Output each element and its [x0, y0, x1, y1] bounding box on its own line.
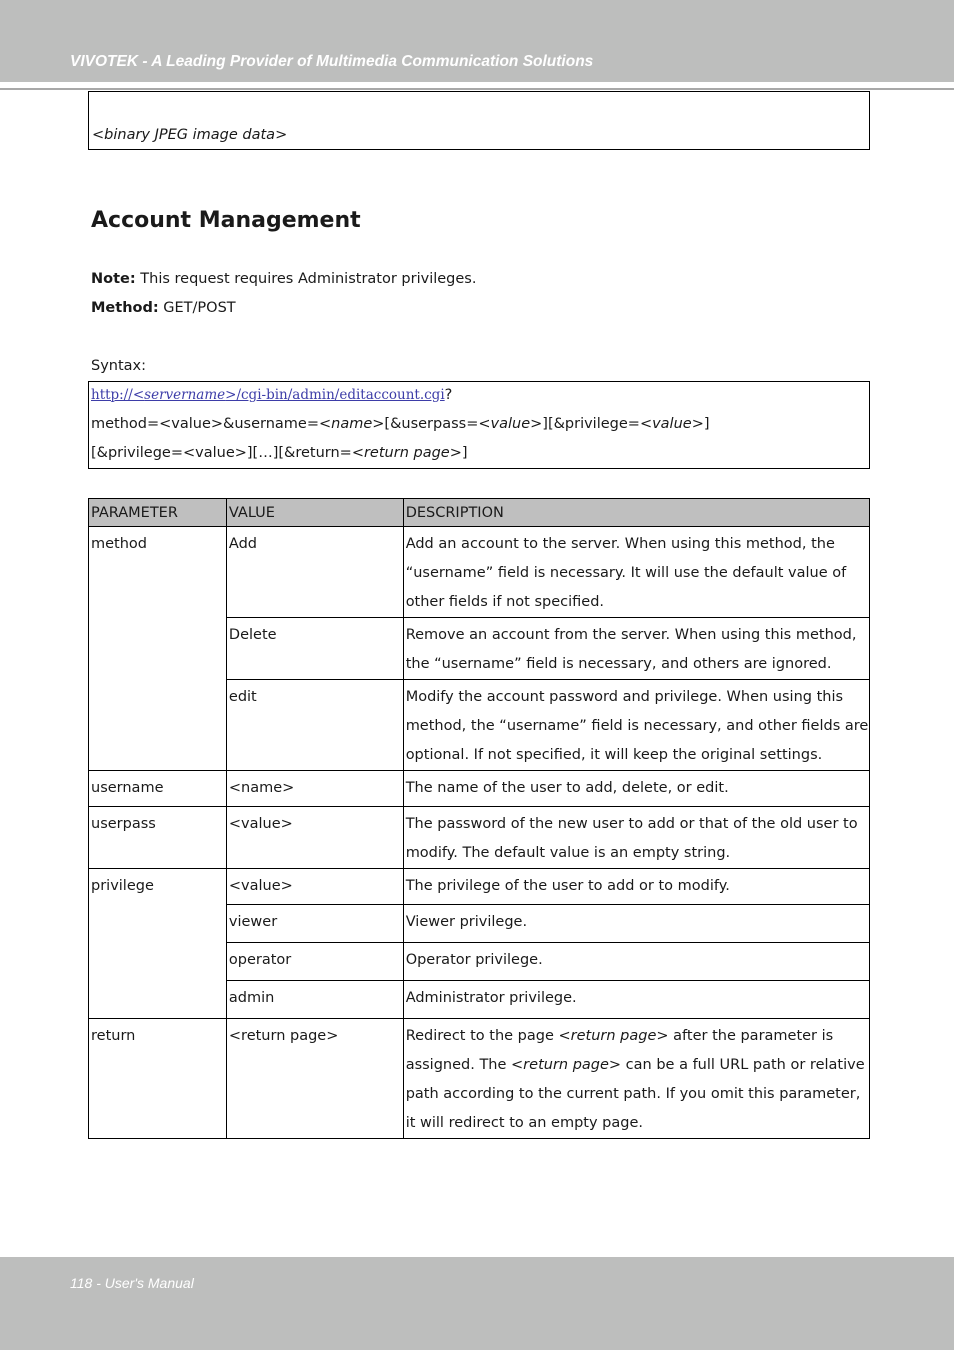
cgi-url-link[interactable] — [91, 387, 445, 403]
header-divider — [0, 88, 954, 90]
method-text: GET/POST — [158, 300, 236, 316]
description-cell — [403, 1019, 869, 1139]
note-line — [91, 271, 476, 287]
header-parameter: PARAMETER — [89, 499, 227, 527]
description-cell: Viewer privilege. — [403, 905, 869, 943]
syntax-label: Syntax: — [91, 358, 147, 374]
value-cell: admin — [226, 981, 403, 1019]
table-row — [89, 869, 870, 905]
description-cell: The name of the user to add, delete, or edit. — [403, 771, 869, 807]
table-row — [89, 771, 870, 807]
syntax-line-3 — [91, 445, 468, 461]
description-cell: Add an account to the server. When using this method, the “username” field is necessary. It will use the default value of other fields if not specified. — [403, 527, 869, 618]
method-label: Method: — [91, 300, 159, 316]
page-header — [0, 0, 954, 82]
syntax-text: >][&privilege=< — [530, 416, 653, 432]
parameter-table — [88, 498, 870, 1139]
param-cell: privilege — [89, 869, 227, 1019]
return-desc-text: can be a full URL path or relative path according to the current path. If you omit this parameter, it will redirect to an empty page. — [405, 1057, 865, 1131]
table-row — [89, 527, 870, 618]
syntax-italic: name — [331, 416, 373, 432]
return-desc-italic: <return page> — [511, 1057, 622, 1073]
method-line — [91, 300, 236, 316]
return-desc-text: Redirect to the page — [405, 1028, 559, 1044]
description-cell: The password of the new user to add or that of the old user to modify. The default value is an empty string. — [403, 807, 869, 869]
url-path: >/cgi-bin/admin/editaccount.cgi — [225, 387, 445, 403]
return-desc-text: after the parameter is assigned. The — [405, 1028, 834, 1073]
url-question-mark: ? — [444, 387, 453, 403]
param-cell: return — [89, 1019, 227, 1139]
value-cell: <return page> — [226, 1019, 403, 1139]
syntax-italic: value — [652, 416, 692, 432]
description-cell: Operator privilege. — [403, 943, 869, 981]
syntax-line-2 — [91, 416, 710, 432]
note-label: Note: — [91, 271, 136, 287]
table-header-row — [89, 499, 870, 527]
syntax-text: method=<value>&username=< — [91, 416, 332, 432]
syntax-box — [88, 381, 870, 469]
syntax-line-1 — [91, 387, 452, 403]
page-number: 118 - User's Manual — [70, 1275, 194, 1291]
value-cell: <name> — [226, 771, 403, 807]
url-servername: servername — [144, 387, 226, 403]
header-value: VALUE — [226, 499, 403, 527]
syntax-italic: value — [490, 416, 531, 432]
value-cell: viewer — [226, 905, 403, 943]
syntax-text: >] — [691, 416, 710, 432]
syntax-text: >] — [449, 445, 468, 461]
jpeg-data-box — [88, 91, 870, 150]
section-title: Account Management — [91, 208, 361, 233]
header-title: VIVOTEK - A Leading Provider of Multimedia Communication Solutions — [70, 53, 594, 70]
param-cell: username — [89, 771, 227, 807]
table-row — [89, 1019, 870, 1139]
value-cell: <value> — [226, 807, 403, 869]
description-cell: Remove an account from the server. When using this method, the “username” field is necessary, and others are ignored. — [403, 618, 869, 680]
param-cell: method — [89, 527, 227, 771]
return-desc-italic: <return page> — [558, 1028, 669, 1044]
page-footer — [0, 1257, 954, 1350]
value-cell: <value> — [226, 869, 403, 905]
url-prefix: http://< — [91, 387, 145, 403]
param-cell: userpass — [89, 807, 227, 869]
table-row — [89, 807, 870, 869]
jpeg-data-text: <binary JPEG image data> — [92, 127, 288, 143]
description-cell: Administrator privilege. — [403, 981, 869, 1019]
value-cell: Add — [226, 527, 403, 618]
header-description: DESCRIPTION — [403, 499, 869, 527]
syntax-text: [&privilege=<value>][…][&return=< — [91, 445, 364, 461]
note-text: This request requires Administrator privileges. — [135, 271, 477, 287]
syntax-text: >[&userpass=< — [372, 416, 491, 432]
value-cell: edit — [226, 680, 403, 771]
syntax-italic: return page — [363, 445, 450, 461]
value-cell: Delete — [226, 618, 403, 680]
description-cell: Modify the account password and privilege. When using this method, the “username” field is necessary, and other fields are optional. If not specified, it will keep the original settings. — [403, 680, 869, 771]
description-cell: The privilege of the user to add or to modify. — [403, 869, 869, 905]
value-cell: operator — [226, 943, 403, 981]
